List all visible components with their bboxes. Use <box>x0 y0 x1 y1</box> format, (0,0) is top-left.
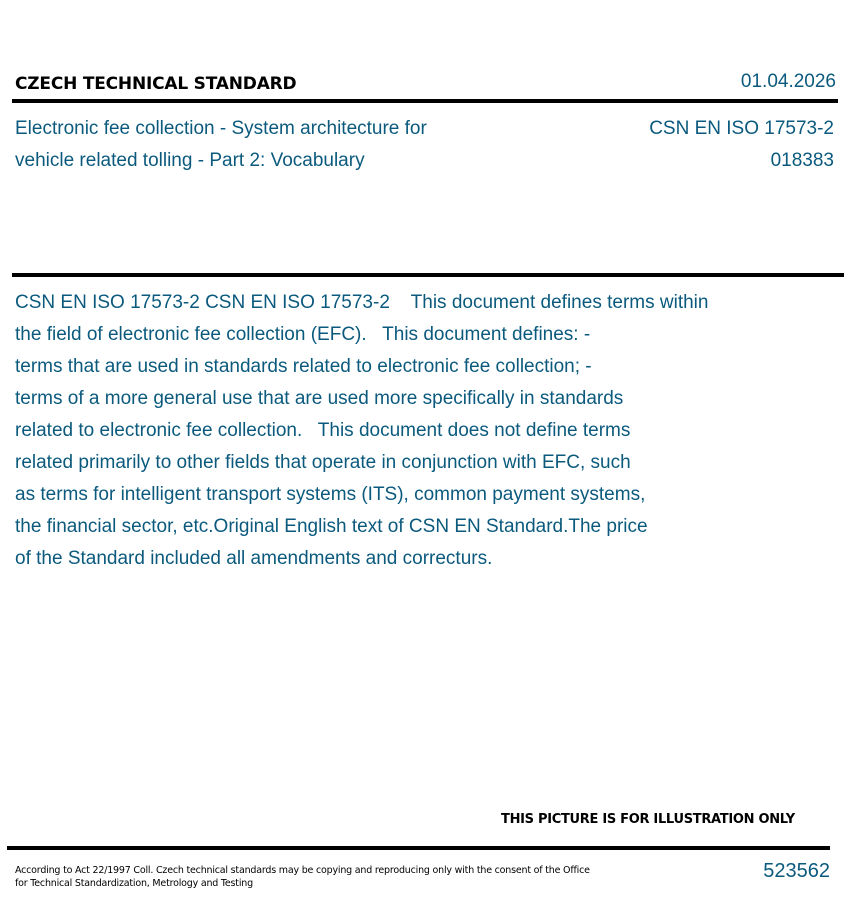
document-title-line: Electronic fee collection - System architecture for <box>15 118 427 139</box>
document-title-line: vehicle related tolling - Part 2: Vocabulary <box>15 150 365 171</box>
description-line: CSN EN ISO 17573-2 CSN EN ISO 17573-2 This document defines terms within <box>15 292 709 313</box>
description-line: terms that are used in standards related to electronic fee collection; - <box>15 356 592 377</box>
document-description <box>15 287 825 575</box>
description-line: terms of a more general use that are used more specifically in standards <box>15 388 624 409</box>
legal-notice-line: for Technical Standardization, Metrology and Testing <box>15 878 253 889</box>
footer-number: 523562 <box>763 860 830 882</box>
standard-type-heading: CZECH TECHNICAL STANDARD <box>15 74 297 94</box>
document-identifier <box>649 113 834 177</box>
description-line: as terms for intelligent transport systems (ITS), common payment systems, <box>15 484 646 505</box>
legal-notice-line: According to Act 22/1997 Coll. Czech technical standards may be copying and reproducing only with the consent of the Office <box>15 865 590 876</box>
header-divider <box>12 99 838 103</box>
illustration-note: THIS PICTURE IS FOR ILLUSTRATION ONLY <box>501 812 795 827</box>
description-line: the financial sector, etc.Original English text of CSN EN Standard.The price <box>15 516 648 537</box>
description-line: related to electronic fee collection. This document does not define terms <box>15 420 631 441</box>
description-line: related primarily to other fields that operate in conjunction with EFC, such <box>15 452 631 473</box>
description-line: the field of electronic fee collection (EFC). This document defines: - <box>15 324 591 345</box>
standard-code: CSN EN ISO 17573-2 <box>649 118 834 139</box>
publication-date: 01.04.2026 <box>740 71 836 92</box>
description-divider <box>12 273 844 277</box>
legal-notice <box>15 864 590 890</box>
document-title <box>15 113 535 177</box>
footer-divider <box>7 846 830 850</box>
catalog-number: 018383 <box>770 150 834 171</box>
description-line: of the Standard included all amendments and correcturs. <box>15 548 493 569</box>
